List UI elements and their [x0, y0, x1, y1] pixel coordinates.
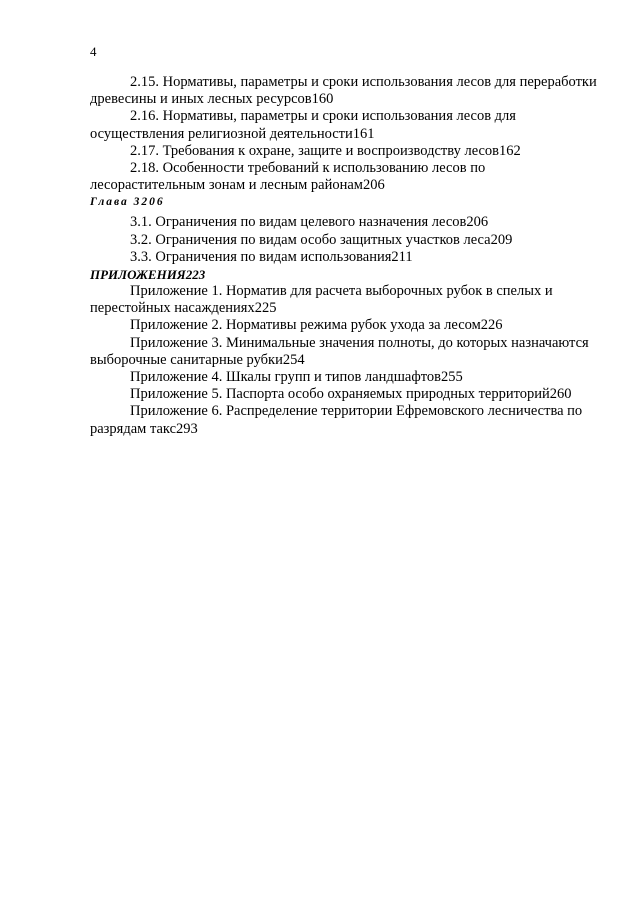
- toc-entry-2-15: 2.15. Нормативы, параметры и сроки использования лесов для переработки древесины и иных лесных ресурсов160: [90, 74, 597, 108]
- toc-entry-3-3: 3.3. Ограничения по видам использования211: [130, 248, 413, 265]
- table-of-contents: [90, 74, 600, 438]
- toc-appendix-5: Приложение 5. Паспорта особо охраняемых природных территорий260: [130, 386, 572, 403]
- toc-appendix-3: Приложение 3. Минимальные значения полноты, до которых назначаются выборочные санитарные рубки254: [90, 334, 589, 368]
- toc-entry-3-2: 3.2. Ограничения по видам особо защитных участков леса209: [130, 231, 513, 248]
- toc-appendix-6: Приложение 6. Распределение территории Ефремовского лесничества по разрядам такс293: [90, 403, 583, 437]
- chapter-3-heading: Глава 3206: [90, 196, 165, 209]
- toc-entry-2-17: 2.17. Требования к охране, защите и воспроизводству лесов162: [130, 142, 521, 159]
- toc-appendix-2: Приложение 2. Нормативы режима рубок ухода за лесом226: [130, 317, 503, 334]
- page-number: 4: [90, 44, 97, 59]
- toc-entry-3-1: 3.1. Ограничения по видам целевого назначения лесов206: [130, 214, 489, 231]
- toc-entry-2-16: 2.16. Нормативы, параметры и сроки использования лесов для осуществления религиозной деятельности161: [90, 108, 516, 142]
- appendices-heading: ПРИЛОЖЕНИЯ223: [90, 267, 206, 283]
- toc-appendix-1: Приложение 1. Норматив для расчета выборочных рубок в спелых и перестойных насаждениях225: [90, 283, 553, 317]
- toc-entry-2-18: 2.18. Особенности требований к использованию лесов по лесорастительным зонам и лесным районам206: [90, 160, 486, 194]
- toc-appendix-4: Приложение 4. Шкалы групп и типов ландшафтов255: [130, 369, 463, 386]
